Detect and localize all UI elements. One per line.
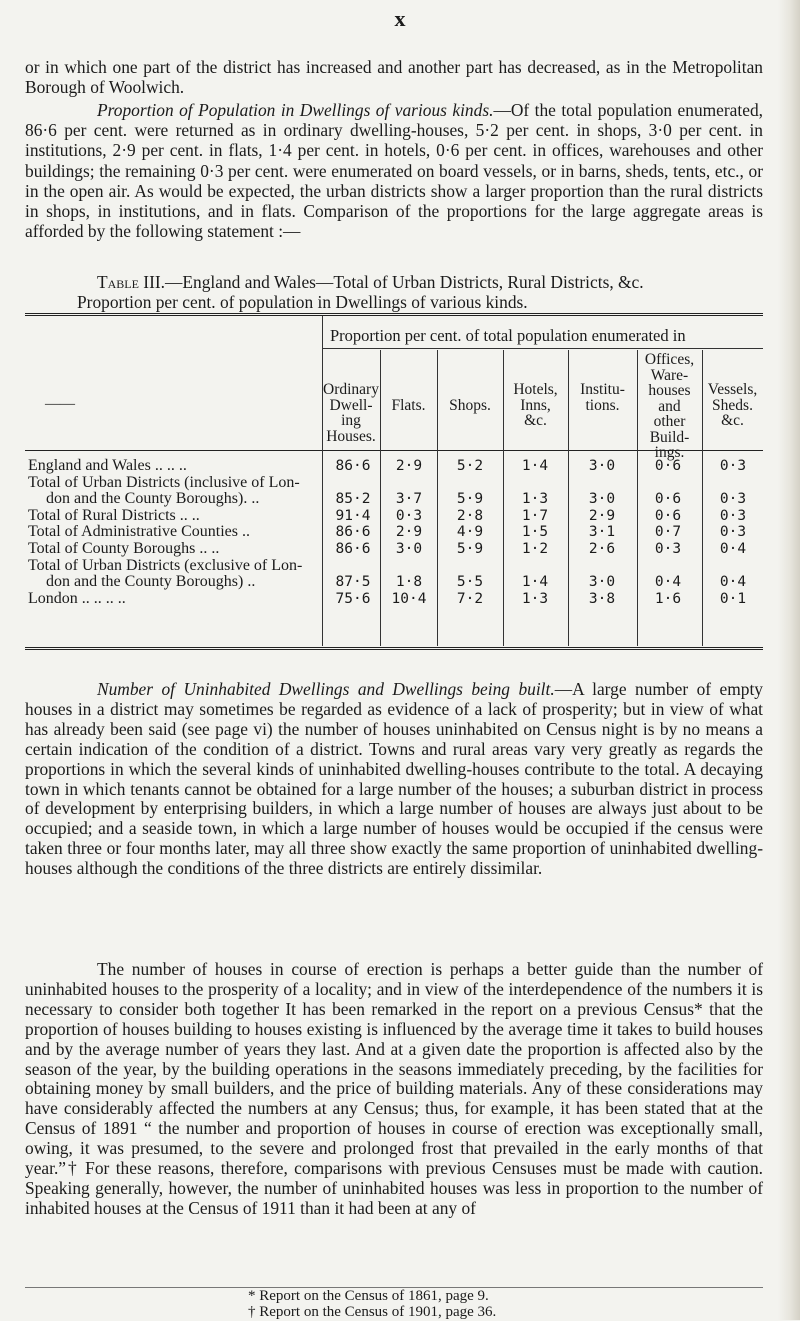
row-label: Total of Administrative Counties .. [28, 523, 250, 541]
table-row [28, 541, 768, 557]
proportion-text: —Of the total population enumerated, 86·6 per cent. were returned as in ordinary dwelling-houses, 5·2 per cent. in shops, 3·0 per cent. in institutions, 2·9 per cent. in flats, 1·4 per cent. in hotels, 0·6 per cent. in offices, warehouses and other buildings; the remaining 0·3 per cent. were enumerated on board vessels, or in barns, sheds, tents, etc., or in the open air. As would be expected, the urban districts show a larger proportion than the rural districts in shops, in institutions, and in flats. Comparison of the proportions for the large aggregate areas is afforded by the following statement :— [25, 100, 763, 242]
uninhabited-heading: Number of Uninhabited Dwellings and Dwellings being built. [97, 679, 555, 699]
stub-header: —— [45, 396, 75, 412]
row-value: 1·2 [521, 541, 549, 557]
row-value: 3·1 [588, 524, 616, 541]
row-value: 85·2 [335, 490, 371, 507]
row-value: 0·4 [654, 573, 682, 590]
row-value: 75·6 [335, 590, 371, 607]
row-label: Total of Urban Districts (exclusive of Lon- [28, 556, 303, 574]
row-value: 3·0 [588, 573, 616, 590]
proportion-paragraph [25, 100, 763, 241]
col-header-flats: Flats. [391, 397, 426, 414]
row-value: 1·3 [521, 590, 549, 607]
row-value: 0·3 [654, 541, 682, 557]
table-row [28, 475, 768, 507]
table-row [28, 591, 768, 607]
building-paragraph [25, 960, 763, 1219]
row-label: England and Wales .. .. .. [28, 457, 187, 474]
col-header-vessels: Vessels, Sheds. &c. [707, 381, 758, 429]
table-row [28, 524, 768, 540]
row-value: 0·3 [395, 507, 423, 524]
row-value: 1·4 [521, 458, 549, 474]
uninhabited-paragraph [25, 680, 763, 879]
row-value: 0·6 [654, 490, 682, 507]
col-header-shops: Shops. [449, 397, 491, 414]
row-value: 1·3 [521, 490, 549, 507]
page-edge-shadow [778, 0, 800, 1320]
footnote-1: * Report on the Census of 1861, page 9. [248, 1288, 489, 1304]
row-value: 86·6 [335, 458, 371, 474]
row-value: 3·0 [588, 458, 616, 474]
row-value: 3·0 [395, 541, 423, 557]
table-row [28, 508, 768, 524]
row-value: 2·9 [395, 524, 423, 541]
row-value: 3·7 [395, 490, 423, 507]
row-value: 2·9 [588, 507, 616, 524]
intro-text: or in which one part of the district has increased and another part has decreased, as in the Metropolitan Borough of Woolwich. [25, 57, 763, 97]
row-label: don and the County Boroughs). .. [46, 489, 260, 507]
table-title-line2: Proportion per cent. of population in Dwellings of various kinds. [77, 292, 528, 312]
row-label: Total of County Boroughs .. .. [28, 540, 220, 557]
row-value: 86·6 [335, 541, 371, 557]
row-value: 1·6 [654, 590, 682, 607]
row-value: 0·6 [654, 458, 682, 474]
footnote-2: † Report on the Census of 1901, page 36. [248, 1304, 497, 1320]
row-value: 1·5 [521, 524, 549, 541]
row-value: 0·7 [654, 524, 682, 541]
caption-underline [322, 348, 763, 349]
col-header-ordinary: Ordinary Dwell- ing Houses. [323, 381, 379, 445]
row-value: 87·5 [335, 573, 371, 590]
row-value: 0·3 [719, 507, 747, 524]
building-text: The number of houses in course of erection is perhaps a better guide than the number of uninhabited houses to the prosperity of a locality; and in view of the interdependence of the numbers it is necessary to consider both together It has been remarked in the report on a previous Census* that the proportion of houses building to houses existing is influenced by the average time it takes to build houses and by the average number of years they last. And at a given date the proportion is affected also by the season of the year, by the building operations in the seasons immediately preceding, by the facilities for obtaining money by small builders, and the price of building materials. Any of these considerations may have considerably affected the numbers at any Census; thus, for example, it has been stated that at the Census of 1891 “ the number and proportion of houses in course of erection was exceptionally small, owing, it was presumed, to the severe and prolonged frost that prevailed in the early months of that year.”† For these reasons, therefore, comparisons with previous Censuses must be made with caution. Speaking generally, however, the number of uninhabited houses was less in proportion to the number of inhabited houses at the Census of 1911 than it had been at any of [25, 959, 763, 1218]
table-label: Table III. [97, 272, 166, 292]
intro-paragraph [25, 58, 763, 97]
row-value: 5·5 [456, 573, 484, 590]
col-header-offices: Offices, Ware- houses and other Build- ings. [644, 351, 695, 461]
table-top-rule [25, 313, 763, 316]
row-value: 0·4 [719, 541, 747, 557]
row-value: 2·9 [395, 458, 423, 474]
row-value: 5·9 [456, 490, 484, 507]
row-label: Total of Urban Districts (inclusive of Lon- [28, 473, 300, 491]
row-value: 2·8 [456, 507, 484, 524]
row-value: 3·0 [588, 490, 616, 507]
row-value: 7·2 [456, 590, 484, 607]
row-value: 0·4 [719, 573, 747, 590]
col-header-hotels: Hotels, Inns, &c. [513, 381, 558, 429]
uninhabited-text: —A large number of empty houses in a district may sometimes be regarded as evidence of a lack of prosperity; but in view of what has already been said (see page vi) the number of houses uninhabited on Census night is by no means a certain indication of the condition of a district. Towns and rural areas vary very greatly as regards the proportions in which the several kinds of uninhabited dwelling-houses contribute to the total. A decaying town in which tenants cannot be obtained for a large number of the houses; a suburban district in process of development by enterprising builders, in which a large number of houses are always just about to be occupied; and a seaside town, in which a large number of houses would be occupied if the census were taken three or four months later, may all three show exactly the same proportion of uninhabited dwelling-houses although the conditions of the three districts are entirely dissimilar. [25, 679, 763, 879]
table-title-line1: —England and Wales—Total of Urban Districts, Rural Districts, &c. [165, 272, 644, 292]
row-value: 0·3 [719, 524, 747, 541]
proportion-heading: Proportion of Population in Dwellings of various kinds. [97, 100, 494, 120]
row-value: 1·7 [521, 507, 549, 524]
table-bottom-rule [25, 647, 763, 650]
row-value: 3·8 [588, 590, 616, 607]
row-label: London .. .. .. .. [28, 589, 126, 607]
row-value: 86·6 [335, 524, 371, 541]
table-title [25, 272, 763, 312]
row-value: 4·9 [456, 524, 484, 541]
row-value: 10·4 [391, 590, 427, 607]
row-value: 0·3 [719, 458, 747, 474]
row-value: 1·8 [395, 573, 423, 590]
row-label: don and the County Boroughs) .. [46, 572, 256, 590]
row-value: 2·6 [588, 541, 616, 557]
col-header-institutions: Institu- tions. [580, 381, 625, 414]
row-value: 91·4 [335, 507, 371, 524]
row-value: 5·9 [456, 541, 484, 557]
table-caption: Proportion per cent. of total population enumerated in [330, 326, 686, 345]
row-value: 0·6 [654, 507, 682, 524]
page-number: x [394, 6, 406, 31]
table-row [28, 458, 768, 474]
row-label: Total of Rural Districts .. .. [28, 506, 200, 524]
row-value: 1·4 [521, 573, 549, 590]
row-value: 0·1 [719, 590, 747, 607]
row-value: 5·2 [456, 458, 484, 474]
row-value: 0·3 [719, 490, 747, 507]
table-row [28, 558, 768, 590]
